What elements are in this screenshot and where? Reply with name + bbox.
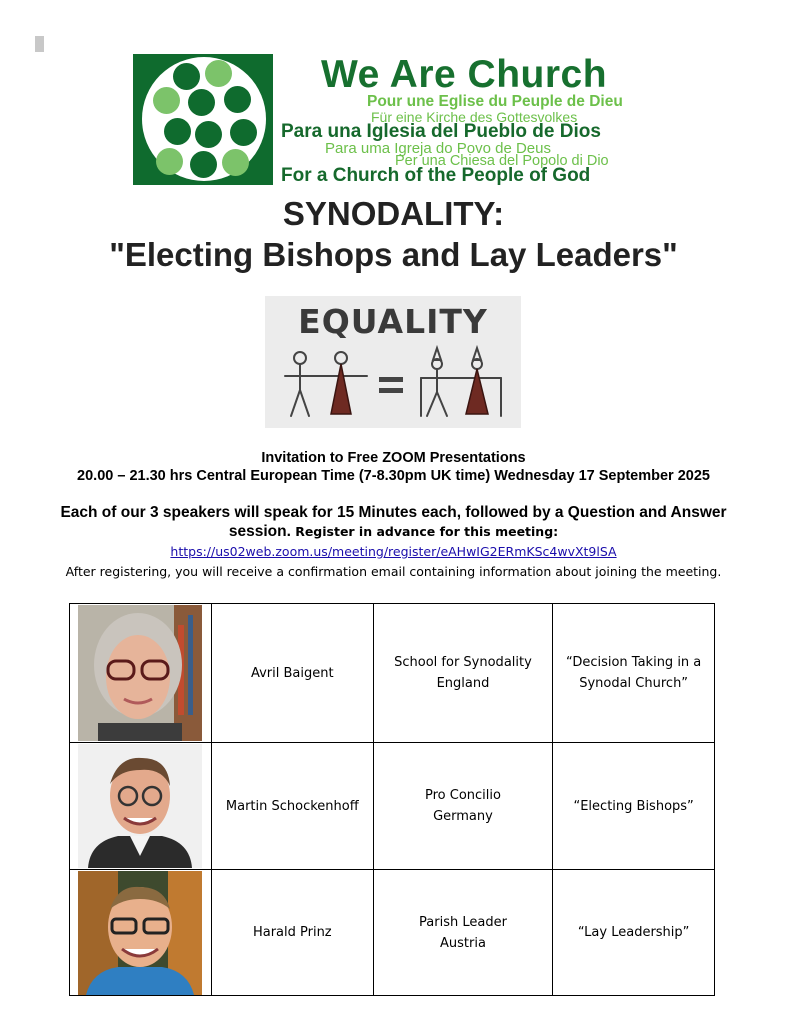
speaker-talk-title bbox=[553, 870, 715, 996]
speaker-photo-martin-schockenhoff bbox=[78, 744, 202, 868]
speaker-talk-line-1: “Lay Leadership” bbox=[577, 925, 690, 940]
stick-figures-icon bbox=[265, 344, 521, 424]
speaker-photo-cell bbox=[70, 870, 212, 996]
speaker-org-line-2: England bbox=[436, 676, 490, 691]
logo-line-spanish: Para una Iglesia del Pueblo de Dios bbox=[281, 121, 601, 142]
logo-dot bbox=[222, 149, 249, 176]
speaker-talk-line-1: “Electing Bishops” bbox=[573, 798, 694, 814]
logo-text bbox=[281, 53, 653, 186]
logo-circle bbox=[142, 57, 266, 181]
logo-line-italian: Per una Chiesa del Popolo di Dio bbox=[395, 153, 609, 169]
logo-dot bbox=[164, 118, 191, 145]
equality-word: EQUALITY bbox=[298, 302, 488, 341]
table-row bbox=[70, 870, 715, 996]
logo-dot bbox=[230, 119, 257, 146]
speakers-intro-line-2 bbox=[0, 523, 787, 541]
logo-line-french: Pour une Eglise du Peuple de Dieu bbox=[367, 93, 623, 110]
speaker-talk-title bbox=[553, 743, 715, 870]
speaker-org-line-1: School for Synodality bbox=[394, 655, 532, 670]
speaker-organisation bbox=[373, 870, 553, 996]
page-title-line-1: SYNODALITY: bbox=[282, 195, 505, 232]
logo-line-portuguese: Para uma Igreja do Povo de Deus bbox=[325, 140, 551, 157]
speaker-org-line-1: Pro Concilio bbox=[424, 788, 501, 803]
logo-dot bbox=[156, 148, 183, 175]
speakers-table bbox=[69, 603, 715, 996]
speaker-name: Harald Prinz bbox=[211, 870, 373, 996]
table-row bbox=[70, 604, 715, 743]
speaker-organisation bbox=[373, 604, 553, 743]
speaker-name: Avril Baigent bbox=[211, 604, 373, 743]
speaker-talk-line-1: “Decision Taking in a bbox=[565, 655, 702, 670]
speaker-photo-avril-baigent bbox=[78, 605, 202, 741]
logo-title: We Are Church bbox=[321, 53, 608, 96]
speaker-photo-harald-prinz bbox=[78, 871, 202, 995]
speaker-talk-title bbox=[553, 604, 715, 743]
zoom-register-link[interactable]: https://us02web.zoom.us/meeting/register/eAHwIG2ERmKSc4wvXt9lSA bbox=[170, 544, 617, 559]
speaker-photo-cell bbox=[70, 604, 212, 743]
logo-emblem bbox=[133, 54, 273, 185]
speakers-intro-line-1: Each of our 3 speakers will speak for 15 Minutes each, followed by a Question and Answer bbox=[60, 504, 727, 521]
logo-line-english: For a Church of the People of God bbox=[281, 165, 591, 186]
speaker-name: Martin Schockenhoff bbox=[211, 743, 373, 870]
cursor-marker bbox=[35, 36, 44, 52]
invitation-heading: Invitation to Free ZOOM Presentations bbox=[261, 450, 526, 466]
logo-dot bbox=[190, 151, 217, 178]
session-text: session. bbox=[228, 523, 291, 540]
speaker-photo-cell bbox=[70, 743, 212, 870]
equality-illustration bbox=[265, 296, 521, 428]
invitation-time: 20.00 – 21.30 hrs Central European Time (7-8.30pm UK time) Wednesday 17 September 2025 bbox=[77, 468, 710, 484]
logo-dot bbox=[205, 60, 232, 87]
logo-dot bbox=[173, 63, 200, 90]
speaker-org-line-1: Parish Leader bbox=[419, 914, 507, 930]
table-row bbox=[70, 743, 715, 870]
logo-dot bbox=[153, 87, 180, 114]
speaker-org-line-2: Austria bbox=[440, 935, 486, 951]
page-title-line-2: "Electing Bishops and Lay Leaders" bbox=[109, 236, 678, 273]
logo-dot bbox=[188, 89, 215, 116]
register-prompt: Register in advance for this meeting: bbox=[295, 524, 559, 539]
speaker-org-line-2: Germany bbox=[433, 809, 493, 824]
speaker-organisation bbox=[373, 743, 553, 870]
logo-dot bbox=[224, 86, 251, 113]
logo-dot bbox=[195, 121, 222, 148]
speaker-talk-line-2: Synodal Church” bbox=[579, 676, 689, 691]
after-register-note: After registering, you will receive a confirmation email containing information about joining the meeting. bbox=[65, 564, 722, 579]
logo-line-german: Für eine Kirche des Gottesvolkes bbox=[371, 109, 578, 125]
we-are-church-logo bbox=[133, 53, 653, 186]
